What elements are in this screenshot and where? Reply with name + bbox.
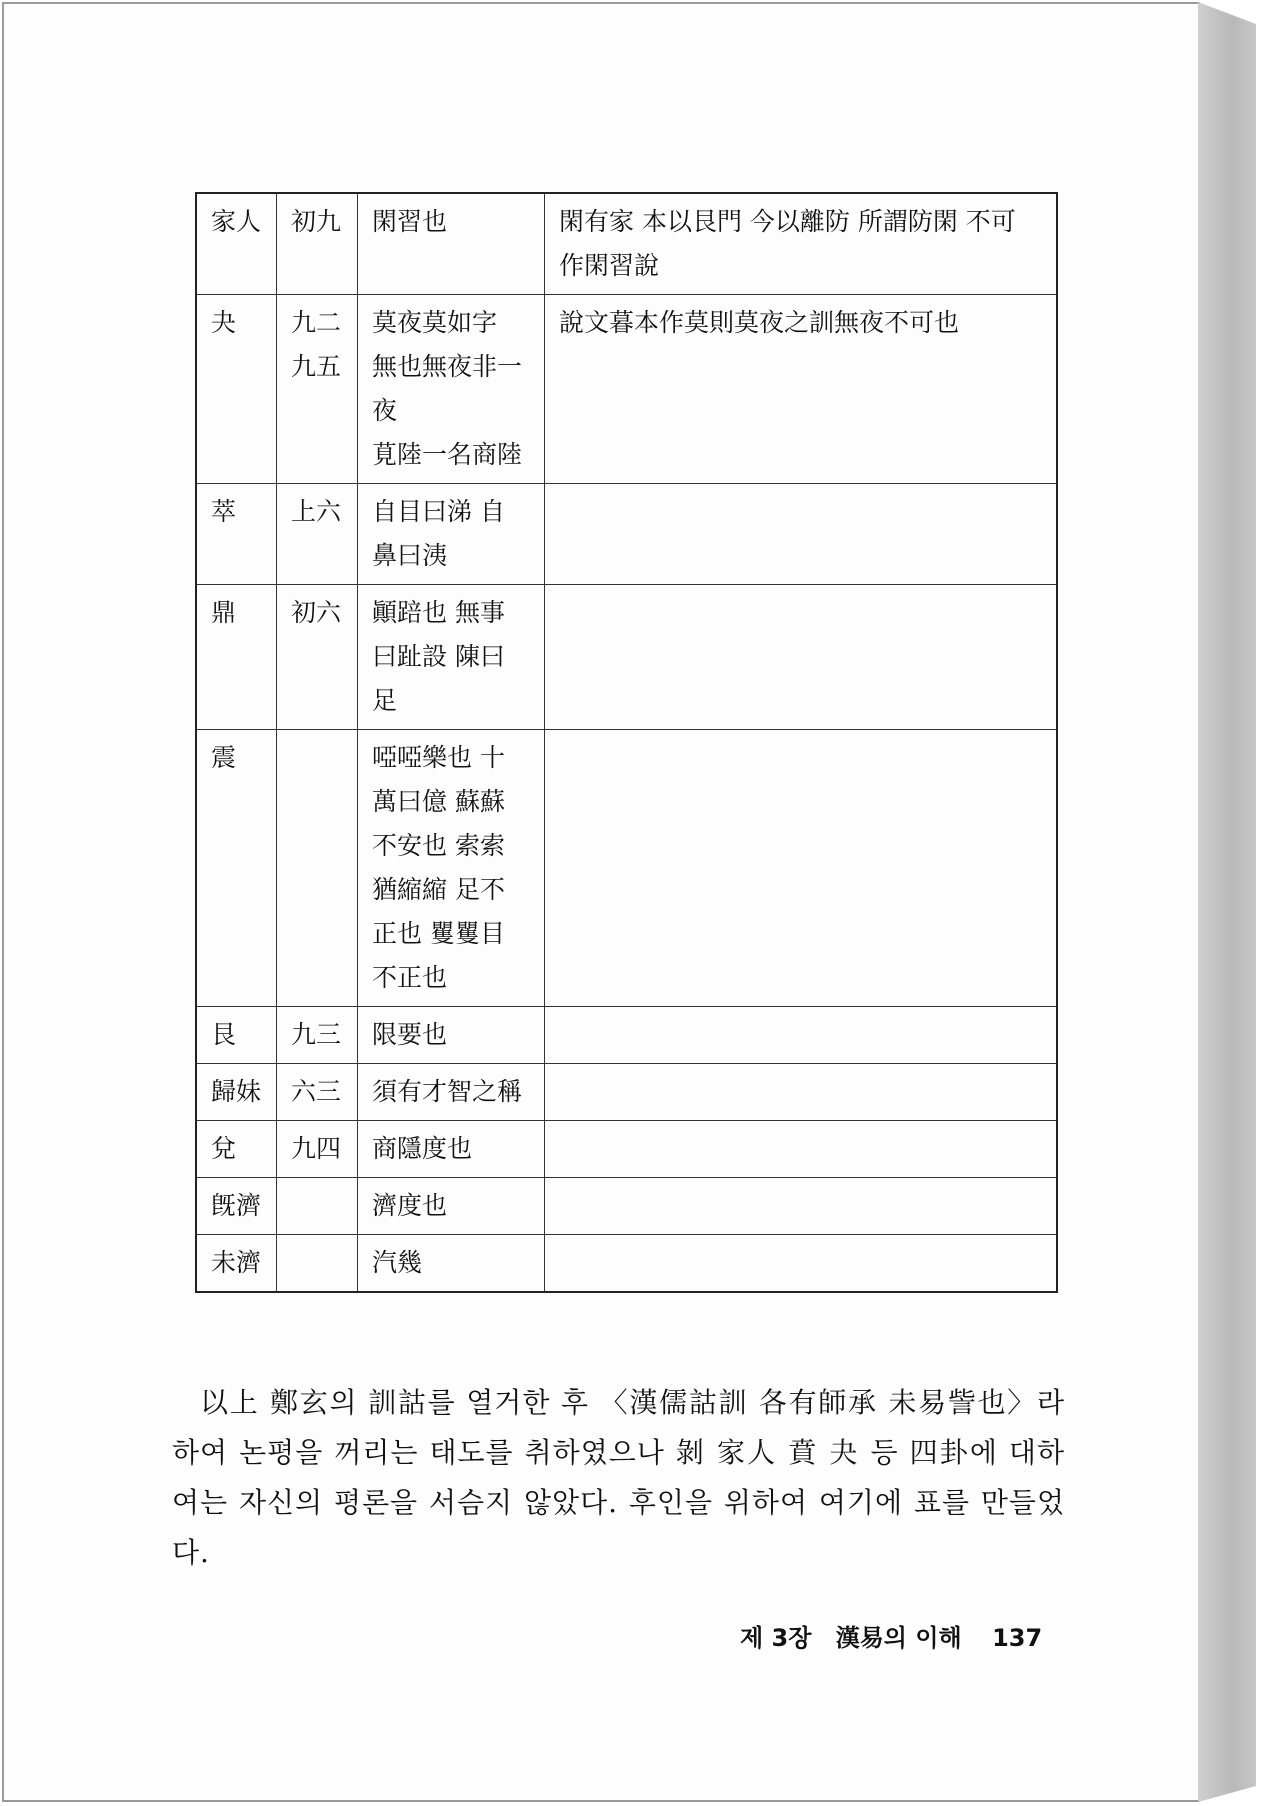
table-row xyxy=(196,1064,1057,1121)
hexagram-cell-text: 鼎 xyxy=(211,598,237,627)
hexagram-cell-text: 未濟 xyxy=(211,1248,262,1277)
hexagram-cell xyxy=(196,1121,277,1178)
gloss-table-body xyxy=(196,193,1057,1292)
table-row xyxy=(196,193,1057,295)
gloss-cell xyxy=(358,1121,545,1178)
line-position-cell-line: 九五 xyxy=(291,352,342,381)
hexagram-cell xyxy=(196,585,277,730)
body-text xyxy=(172,1378,1065,1578)
line-position-cell xyxy=(277,193,358,295)
hexagram-cell-text: 艮 xyxy=(211,1020,237,1049)
hexagram-cell xyxy=(196,730,277,1007)
hexagram-cell-text: 兌 xyxy=(211,1134,237,1163)
gloss-cell-line: 自目曰涕 自 xyxy=(372,497,505,526)
gloss-cell xyxy=(358,1064,545,1121)
hexagram-cell-text: 夬 xyxy=(211,308,237,337)
hexagram-cell-text: 萃 xyxy=(211,497,237,526)
gloss-cell-line: 商隱度也 xyxy=(372,1134,473,1163)
line-position-cell-line: 九三 xyxy=(291,1020,342,1049)
gloss-cell xyxy=(358,193,545,295)
gloss-cell-line: 顚踣也 無事 xyxy=(372,598,505,627)
table-row xyxy=(196,730,1057,1007)
comment-cell-line: 作閑習說 xyxy=(559,251,660,280)
gloss-cell-line: 無也無夜非一 xyxy=(372,352,523,381)
line-position-cell-line: 上六 xyxy=(291,497,342,526)
gloss-cell-line: 正也 矍矍目 xyxy=(372,919,505,948)
gloss-cell-line: 啞啞樂也 十 xyxy=(372,743,505,772)
line-position-cell-line: 六三 xyxy=(291,1077,342,1106)
gloss-cell-line: 不正也 xyxy=(372,963,448,992)
hexagram-cell-text: 震 xyxy=(211,743,237,772)
line-position-cell-line: 初九 xyxy=(291,207,342,236)
footer-title: 漢易의 이해 xyxy=(835,1624,962,1652)
body-paragraph: 以上 鄭玄의 訓詁를 열거한 후 〈漢儒詁訓 各有師承 未易訾也〉라 하여 논평을 꺼리는 태도를 취하였으나 剝 家人 賁 夬 등 四卦에 대하여는 자신의 평론을 서슴지 않았다. 후인을 위하여 여기에 표를 만들었다. xyxy=(172,1386,1065,1569)
comment-cell xyxy=(545,730,1058,1007)
gloss-cell-line: 莫夜莫如字 xyxy=(372,308,498,337)
gloss-cell-line: 足 xyxy=(372,686,398,715)
gloss-table xyxy=(195,192,1058,1293)
line-position-cell xyxy=(277,1007,358,1064)
gloss-cell-line: 莧陸一名商陸 xyxy=(372,440,523,469)
gloss-cell-line: 閑習也 xyxy=(372,207,448,236)
table-row xyxy=(196,1121,1057,1178)
gloss-cell-line: 限要也 xyxy=(372,1020,448,1049)
table-row xyxy=(196,484,1057,585)
table-row xyxy=(196,585,1057,730)
comment-cell xyxy=(545,1007,1058,1064)
gloss-cell xyxy=(358,295,545,484)
comment-cell xyxy=(545,1121,1058,1178)
comment-cell xyxy=(545,1178,1058,1235)
line-position-cell xyxy=(277,1178,358,1235)
gloss-cell-line: 汽幾 xyxy=(372,1248,423,1277)
hexagram-cell-text: 旣濟 xyxy=(211,1191,262,1220)
gloss-cell-line: 猶縮縮 足不 xyxy=(372,875,505,904)
line-position-cell xyxy=(277,1064,358,1121)
comment-cell-line: 閑有家 本以艮門 今以離防 所謂防閑 不可 xyxy=(559,207,1016,236)
comment-cell xyxy=(545,295,1058,484)
footer-chapter: 제 3장 xyxy=(740,1624,812,1652)
hexagram-cell xyxy=(196,1178,277,1235)
hexagram-cell xyxy=(196,484,277,585)
gloss-cell-line: 夜 xyxy=(372,396,398,425)
gloss-cell xyxy=(358,585,545,730)
table-row xyxy=(196,1235,1057,1293)
line-position-cell xyxy=(277,1235,358,1293)
gloss-cell-line: 鼻曰洟 xyxy=(372,541,448,570)
gloss-cell xyxy=(358,730,545,1007)
hexagram-cell xyxy=(196,1007,277,1064)
hexagram-cell xyxy=(196,1235,277,1293)
hexagram-cell-text: 歸妹 xyxy=(211,1077,262,1106)
table-row xyxy=(196,295,1057,484)
gloss-cell-line: 不安也 索索 xyxy=(372,831,505,860)
comment-cell xyxy=(545,1235,1058,1293)
gloss-cell xyxy=(358,1178,545,1235)
line-position-cell xyxy=(277,295,358,484)
table-row xyxy=(196,1007,1057,1064)
comment-cell xyxy=(545,193,1058,295)
page-number: 137 xyxy=(992,1624,1043,1652)
hexagram-cell xyxy=(196,295,277,484)
running-footer xyxy=(740,1618,1042,1653)
line-position-cell xyxy=(277,484,358,585)
gloss-cell-line: 萬曰億 蘇蘇 xyxy=(372,787,505,816)
line-position-cell-line: 初六 xyxy=(291,598,342,627)
page-edge-shadow xyxy=(1198,2,1256,1802)
line-position-cell-line: 九四 xyxy=(291,1134,342,1163)
hexagram-cell xyxy=(196,1064,277,1121)
gloss-cell-line: 濟度也 xyxy=(372,1191,448,1220)
line-position-cell xyxy=(277,730,358,1007)
comment-cell xyxy=(545,585,1058,730)
hexagram-cell xyxy=(196,193,277,295)
line-position-cell xyxy=(277,585,358,730)
line-position-cell-line: 九二 xyxy=(291,308,342,337)
comment-cell-line: 說文暮本作莫則莫夜之訓無夜不可也 xyxy=(559,308,960,337)
gloss-cell-line: 須有才智之稱 xyxy=(372,1077,523,1106)
gloss-cell xyxy=(358,1007,545,1064)
hexagram-cell-text: 家人 xyxy=(211,207,262,236)
comment-cell xyxy=(545,1064,1058,1121)
table-row xyxy=(196,1178,1057,1235)
gloss-cell-line: 曰趾設 陳曰 xyxy=(372,642,505,671)
line-position-cell xyxy=(277,1121,358,1178)
gloss-cell xyxy=(358,1235,545,1293)
comment-cell xyxy=(545,484,1058,585)
gloss-cell xyxy=(358,484,545,585)
